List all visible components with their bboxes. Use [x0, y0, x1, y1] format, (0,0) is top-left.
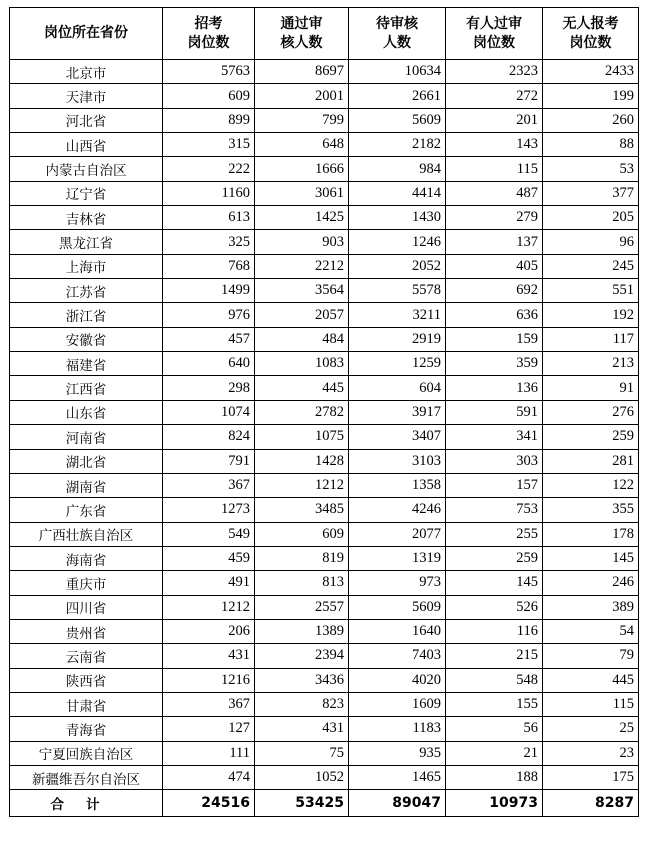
province-cell: 青海省: [10, 717, 163, 741]
value-cell: 548: [446, 668, 543, 692]
value-cell: 1246: [349, 230, 446, 254]
value-cell: 768: [163, 254, 255, 278]
table-row: [10, 60, 639, 84]
value-cell: 2057: [255, 303, 349, 327]
value-cell: 3211: [349, 303, 446, 327]
value-cell: 205: [543, 206, 639, 230]
value-cell: 116: [446, 619, 543, 643]
value-cell: 259: [446, 546, 543, 570]
value-cell: 1499: [163, 279, 255, 303]
value-cell: 272: [446, 84, 543, 108]
province-cell: 海南省: [10, 546, 163, 570]
value-cell: 753: [446, 498, 543, 522]
value-cell: 122: [543, 473, 639, 497]
value-cell: 5609: [349, 108, 446, 132]
value-cell: 3061: [255, 181, 349, 205]
column-header-line: 待审核: [376, 15, 418, 32]
column-header-line: 招考: [194, 15, 223, 32]
province-cell: 北京市: [10, 60, 163, 84]
value-cell: 24516: [163, 790, 255, 817]
value-cell: 823: [255, 692, 349, 716]
table-row: [10, 133, 639, 157]
value-cell: 25: [543, 717, 639, 741]
value-cell: 813: [255, 571, 349, 595]
value-cell: 935: [349, 741, 446, 765]
value-cell: 145: [543, 546, 639, 570]
value-cell: 91: [543, 376, 639, 400]
value-cell: 1319: [349, 546, 446, 570]
value-cell: 2052: [349, 254, 446, 278]
value-cell: 526: [446, 595, 543, 619]
table-row: [10, 181, 639, 205]
value-cell: 799: [255, 108, 349, 132]
value-cell: 2782: [255, 400, 349, 424]
value-cell: 445: [543, 668, 639, 692]
value-cell: 145: [446, 571, 543, 595]
table-row: [10, 327, 639, 351]
value-cell: 1259: [349, 352, 446, 376]
column-header-line: 有人过审: [466, 15, 522, 32]
value-cell: 188: [446, 765, 543, 789]
value-cell: 88: [543, 133, 639, 157]
province-cell: 河北省: [10, 108, 163, 132]
value-cell: 215: [446, 644, 543, 668]
value-cell: 487: [446, 181, 543, 205]
value-cell: 246: [543, 571, 639, 595]
column-header: [255, 8, 349, 60]
value-cell: 3407: [349, 425, 446, 449]
value-cell: 2212: [255, 254, 349, 278]
value-cell: 1389: [255, 619, 349, 643]
value-cell: 136: [446, 376, 543, 400]
column-header-line: 无人报考: [562, 15, 619, 32]
value-cell: 3564: [255, 279, 349, 303]
value-cell: 1216: [163, 668, 255, 692]
value-cell: 609: [255, 522, 349, 546]
value-cell: 53: [543, 157, 639, 181]
value-cell: 143: [446, 133, 543, 157]
value-cell: 2661: [349, 84, 446, 108]
value-cell: 640: [163, 352, 255, 376]
province-cell: 陕西省: [10, 668, 163, 692]
province-cell: 江苏省: [10, 279, 163, 303]
value-cell: 3917: [349, 400, 446, 424]
value-cell: 10634: [349, 60, 446, 84]
province-cell: 内蒙古自治区: [10, 157, 163, 181]
value-cell: 389: [543, 595, 639, 619]
column-header: [10, 8, 163, 60]
value-cell: 255: [446, 522, 543, 546]
value-cell: 201: [446, 108, 543, 132]
province-cell: 天津市: [10, 84, 163, 108]
table-row: [10, 352, 639, 376]
value-cell: 1609: [349, 692, 446, 716]
table-row: [10, 571, 639, 595]
value-cell: 5578: [349, 279, 446, 303]
recruitment-table: [9, 7, 639, 817]
table-row: [10, 230, 639, 254]
value-cell: 648: [255, 133, 349, 157]
value-cell: 222: [163, 157, 255, 181]
table-row: [10, 254, 639, 278]
value-cell: 355: [543, 498, 639, 522]
value-cell: 976: [163, 303, 255, 327]
value-cell: 2433: [543, 60, 639, 84]
value-cell: 8697: [255, 60, 349, 84]
column-header-line: 岗位所在省份: [44, 25, 128, 41]
value-cell: 1428: [255, 449, 349, 473]
header-row: [10, 8, 639, 60]
column-header: [543, 8, 639, 60]
value-cell: 178: [543, 522, 639, 546]
value-cell: 2077: [349, 522, 446, 546]
value-cell: 551: [543, 279, 639, 303]
province-cell: 甘肃省: [10, 692, 163, 716]
value-cell: 259: [543, 425, 639, 449]
value-cell: 341: [446, 425, 543, 449]
value-cell: 491: [163, 571, 255, 595]
value-cell: 613: [163, 206, 255, 230]
value-cell: 367: [163, 473, 255, 497]
table-row: [10, 279, 639, 303]
value-cell: 903: [255, 230, 349, 254]
table-row: [10, 157, 639, 181]
value-cell: 137: [446, 230, 543, 254]
province-cell: 上海市: [10, 254, 163, 278]
province-cell: 广西壮族自治区: [10, 522, 163, 546]
province-cell: 宁夏回族自治区: [10, 741, 163, 765]
value-cell: 431: [163, 644, 255, 668]
value-cell: 1083: [255, 352, 349, 376]
value-cell: 1212: [255, 473, 349, 497]
value-cell: 459: [163, 546, 255, 570]
table-row: [10, 741, 639, 765]
value-cell: 127: [163, 717, 255, 741]
value-cell: 75: [255, 741, 349, 765]
table-container: [9, 7, 639, 817]
table-row: [10, 765, 639, 789]
value-cell: 1425: [255, 206, 349, 230]
value-cell: 54: [543, 619, 639, 643]
value-cell: 367: [163, 692, 255, 716]
value-cell: 474: [163, 765, 255, 789]
value-cell: 2323: [446, 60, 543, 84]
value-cell: 692: [446, 279, 543, 303]
column-header-line: 岗位数: [187, 34, 230, 51]
value-cell: 8287: [543, 790, 639, 817]
value-cell: 2394: [255, 644, 349, 668]
value-cell: 1465: [349, 765, 446, 789]
value-cell: 377: [543, 181, 639, 205]
value-cell: 405: [446, 254, 543, 278]
column-header-line: 岗位数: [473, 34, 515, 51]
province-cell: 湖北省: [10, 449, 163, 473]
value-cell: 325: [163, 230, 255, 254]
value-cell: 549: [163, 522, 255, 546]
province-cell: 四川省: [10, 595, 163, 619]
value-cell: 2001: [255, 84, 349, 108]
value-cell: 4246: [349, 498, 446, 522]
table-body: [10, 60, 639, 817]
value-cell: 1074: [163, 400, 255, 424]
value-cell: 157: [446, 473, 543, 497]
province-cell: 重庆市: [10, 571, 163, 595]
table-row: [10, 206, 639, 230]
value-cell: 484: [255, 327, 349, 351]
value-cell: 1212: [163, 595, 255, 619]
column-header: [349, 8, 446, 60]
value-cell: 3103: [349, 449, 446, 473]
value-cell: 1160: [163, 181, 255, 205]
value-cell: 359: [446, 352, 543, 376]
value-cell: 445: [255, 376, 349, 400]
column-header-line: 岗位数: [569, 34, 612, 51]
value-cell: 819: [255, 546, 349, 570]
value-cell: 21: [446, 741, 543, 765]
value-cell: 298: [163, 376, 255, 400]
value-cell: 1666: [255, 157, 349, 181]
table-row: [10, 108, 639, 132]
table-row: [10, 400, 639, 424]
value-cell: 591: [446, 400, 543, 424]
table-row: [10, 717, 639, 741]
value-cell: 4020: [349, 668, 446, 692]
value-cell: 23: [543, 741, 639, 765]
table-row: [10, 498, 639, 522]
column-header: [163, 8, 255, 60]
table-row: [10, 473, 639, 497]
table-row: [10, 619, 639, 643]
value-cell: 2919: [349, 327, 446, 351]
province-cell: 湖南省: [10, 473, 163, 497]
value-cell: 89047: [349, 790, 446, 817]
value-cell: 281: [543, 449, 639, 473]
column-header-line: 人数: [383, 34, 411, 51]
value-cell: 899: [163, 108, 255, 132]
value-cell: 213: [543, 352, 639, 376]
value-cell: 115: [543, 692, 639, 716]
province-cell: 黑龙江省: [10, 230, 163, 254]
value-cell: 1430: [349, 206, 446, 230]
column-header-line: 核人数: [280, 34, 323, 51]
value-cell: 5609: [349, 595, 446, 619]
value-cell: 315: [163, 133, 255, 157]
table-row: [10, 303, 639, 327]
table-row: [10, 595, 639, 619]
province-cell: 山东省: [10, 400, 163, 424]
value-cell: 53425: [255, 790, 349, 817]
value-cell: 1183: [349, 717, 446, 741]
table-row: [10, 546, 639, 570]
province-cell: 山西省: [10, 133, 163, 157]
province-cell: 安徽省: [10, 327, 163, 351]
value-cell: 984: [349, 157, 446, 181]
value-cell: 791: [163, 449, 255, 473]
value-cell: 973: [349, 571, 446, 595]
value-cell: 159: [446, 327, 543, 351]
value-cell: 155: [446, 692, 543, 716]
value-cell: 431: [255, 717, 349, 741]
value-cell: 175: [543, 765, 639, 789]
value-cell: 10973: [446, 790, 543, 817]
value-cell: 79: [543, 644, 639, 668]
value-cell: 260: [543, 108, 639, 132]
value-cell: 3485: [255, 498, 349, 522]
table-row: [10, 668, 639, 692]
province-cell: 云南省: [10, 644, 163, 668]
province-cell: 贵州省: [10, 619, 163, 643]
province-cell: 新疆维吾尔自治区: [10, 765, 163, 789]
value-cell: 457: [163, 327, 255, 351]
value-cell: 824: [163, 425, 255, 449]
total-row: [10, 790, 639, 817]
value-cell: 279: [446, 206, 543, 230]
province-cell: 浙江省: [10, 303, 163, 327]
value-cell: 609: [163, 84, 255, 108]
table-row: [10, 84, 639, 108]
value-cell: 276: [543, 400, 639, 424]
value-cell: 3436: [255, 668, 349, 692]
value-cell: 7403: [349, 644, 446, 668]
value-cell: 2557: [255, 595, 349, 619]
province-cell: 江西省: [10, 376, 163, 400]
province-cell: 福建省: [10, 352, 163, 376]
value-cell: 115: [446, 157, 543, 181]
table-row: [10, 376, 639, 400]
value-cell: 1358: [349, 473, 446, 497]
province-cell: 辽宁省: [10, 181, 163, 205]
value-cell: 245: [543, 254, 639, 278]
value-cell: 636: [446, 303, 543, 327]
value-cell: 1075: [255, 425, 349, 449]
province-cell: 河南省: [10, 425, 163, 449]
table-row: [10, 425, 639, 449]
table-row: [10, 692, 639, 716]
value-cell: 1052: [255, 765, 349, 789]
table-row: [10, 522, 639, 546]
column-header-line: 通过审: [280, 15, 323, 32]
table-row: [10, 449, 639, 473]
value-cell: 1273: [163, 498, 255, 522]
total-label: 合计: [10, 790, 163, 817]
value-cell: 111: [163, 741, 255, 765]
value-cell: 56: [446, 717, 543, 741]
province-cell: 广东省: [10, 498, 163, 522]
value-cell: 192: [543, 303, 639, 327]
value-cell: 303: [446, 449, 543, 473]
value-cell: 4414: [349, 181, 446, 205]
value-cell: 5763: [163, 60, 255, 84]
value-cell: 199: [543, 84, 639, 108]
value-cell: 117: [543, 327, 639, 351]
value-cell: 96: [543, 230, 639, 254]
province-cell: 吉林省: [10, 206, 163, 230]
column-header: [446, 8, 543, 60]
value-cell: 2182: [349, 133, 446, 157]
value-cell: 206: [163, 619, 255, 643]
value-cell: 604: [349, 376, 446, 400]
value-cell: 1640: [349, 619, 446, 643]
table-row: [10, 644, 639, 668]
